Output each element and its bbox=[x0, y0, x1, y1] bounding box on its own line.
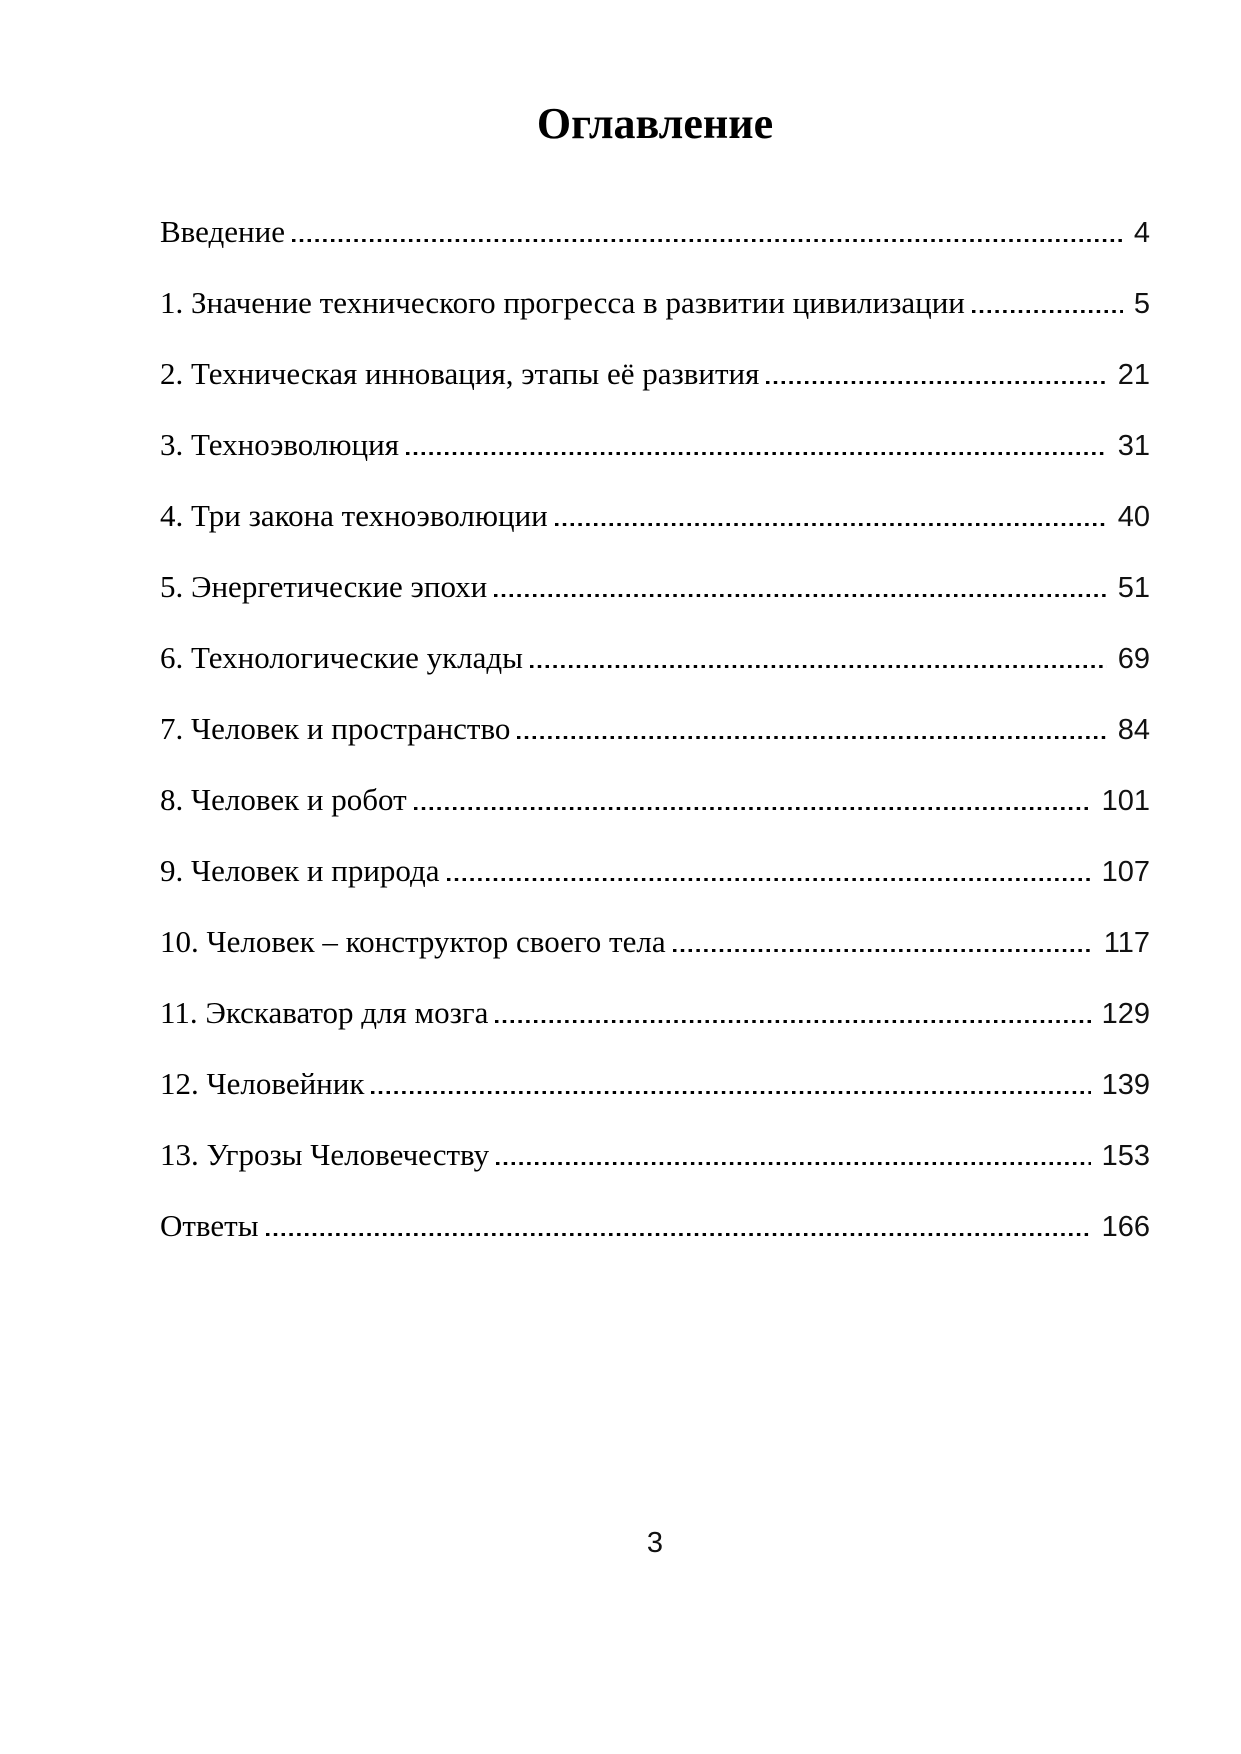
toc-entry[interactable] bbox=[160, 1190, 1150, 1261]
toc-entry-page: 21 bbox=[1117, 359, 1150, 391]
toc-entry-label: 8. Человек и робот bbox=[160, 782, 407, 817]
toc-entry-label: 13. Угрозы Человечеству bbox=[160, 1137, 490, 1172]
toc-leader-dots bbox=[292, 238, 1123, 242]
toc-entry-label: 10. Человек – конструктор своего тела bbox=[160, 924, 666, 959]
toc-leader-dots bbox=[530, 664, 1107, 668]
toc-entry[interactable] bbox=[160, 1048, 1150, 1119]
toc-leader-dots bbox=[371, 1090, 1090, 1094]
toc-entry-label: 12. Человейник bbox=[160, 1066, 365, 1101]
toc-leader-dots bbox=[555, 522, 1107, 526]
toc-entry-page: 84 bbox=[1117, 714, 1150, 746]
toc-entry-page: 5 bbox=[1133, 288, 1150, 320]
toc-entry[interactable] bbox=[160, 764, 1150, 835]
toc-entry-page: 139 bbox=[1101, 1069, 1150, 1101]
toc-entry-label: 5. Энергетические эпохи bbox=[160, 569, 488, 604]
toc-entry-label: Введение bbox=[160, 214, 285, 249]
page-number-footer: 3 bbox=[646, 1527, 664, 1559]
toc-leader-dots bbox=[494, 593, 1106, 597]
toc-leader-dots bbox=[495, 1019, 1090, 1023]
toc-entry-page: 69 bbox=[1117, 643, 1150, 675]
toc-entry-page: 166 bbox=[1101, 1211, 1150, 1243]
toc-entry[interactable] bbox=[160, 338, 1150, 409]
toc-leader-dots bbox=[673, 948, 1093, 952]
toc-entry-page: 31 bbox=[1117, 430, 1150, 462]
toc-entry[interactable] bbox=[160, 196, 1150, 267]
toc-entry-page: 4 bbox=[1133, 217, 1150, 249]
toc-entry-page: 117 bbox=[1103, 927, 1150, 959]
toc-entry[interactable] bbox=[160, 693, 1150, 764]
toc-entry-label: 4. Три закона техноэволюции bbox=[160, 498, 548, 533]
toc-entry[interactable] bbox=[160, 835, 1150, 906]
toc-leader-dots bbox=[266, 1232, 1091, 1236]
toc-entry[interactable] bbox=[160, 480, 1150, 551]
toc-leader-dots bbox=[447, 877, 1091, 881]
toc-leader-dots bbox=[496, 1161, 1091, 1165]
page-title: Оглавление bbox=[536, 99, 774, 148]
toc-entry-page: 107 bbox=[1101, 856, 1150, 888]
toc-entry[interactable] bbox=[160, 1119, 1150, 1190]
toc-leader-dots bbox=[972, 309, 1123, 313]
toc-entry[interactable] bbox=[160, 267, 1150, 338]
toc-content bbox=[0, 98, 1241, 1261]
toc-entry[interactable] bbox=[160, 622, 1150, 693]
toc-entry-page: 101 bbox=[1101, 785, 1150, 817]
toc-entry-page: 51 bbox=[1117, 572, 1150, 604]
toc-entry-label: 2. Техническая инновация, этапы её развития bbox=[160, 356, 760, 391]
toc-entry-label: 9. Человек и природа bbox=[160, 853, 440, 888]
toc-entry-label: 1. Значение технического прогресса в развитии цивилизации bbox=[160, 285, 965, 320]
toc-leader-dots bbox=[766, 380, 1106, 384]
toc-entry[interactable] bbox=[160, 977, 1150, 1048]
toc-leader-dots bbox=[517, 735, 1106, 739]
toc-list bbox=[160, 196, 1150, 1261]
toc-entry[interactable] bbox=[160, 551, 1150, 622]
toc-entry-page: 129 bbox=[1101, 998, 1150, 1030]
toc-entry-page: 40 bbox=[1117, 501, 1150, 533]
toc-entry-label: 7. Человек и пространство bbox=[160, 711, 511, 746]
toc-entry-label: 6. Технологические уклады bbox=[160, 640, 523, 675]
toc-entry-page: 153 bbox=[1101, 1140, 1150, 1172]
toc-entry-label: Ответы bbox=[160, 1208, 259, 1243]
toc-entry[interactable] bbox=[160, 906, 1150, 977]
toc-leader-dots bbox=[414, 806, 1091, 810]
toc-leader-dots bbox=[406, 451, 1107, 455]
toc-entry-label: 3. Техноэволюция bbox=[160, 427, 399, 462]
toc-entry-label: 11. Экскаватор для мозга bbox=[160, 995, 489, 1030]
toc-entry[interactable] bbox=[160, 409, 1150, 480]
